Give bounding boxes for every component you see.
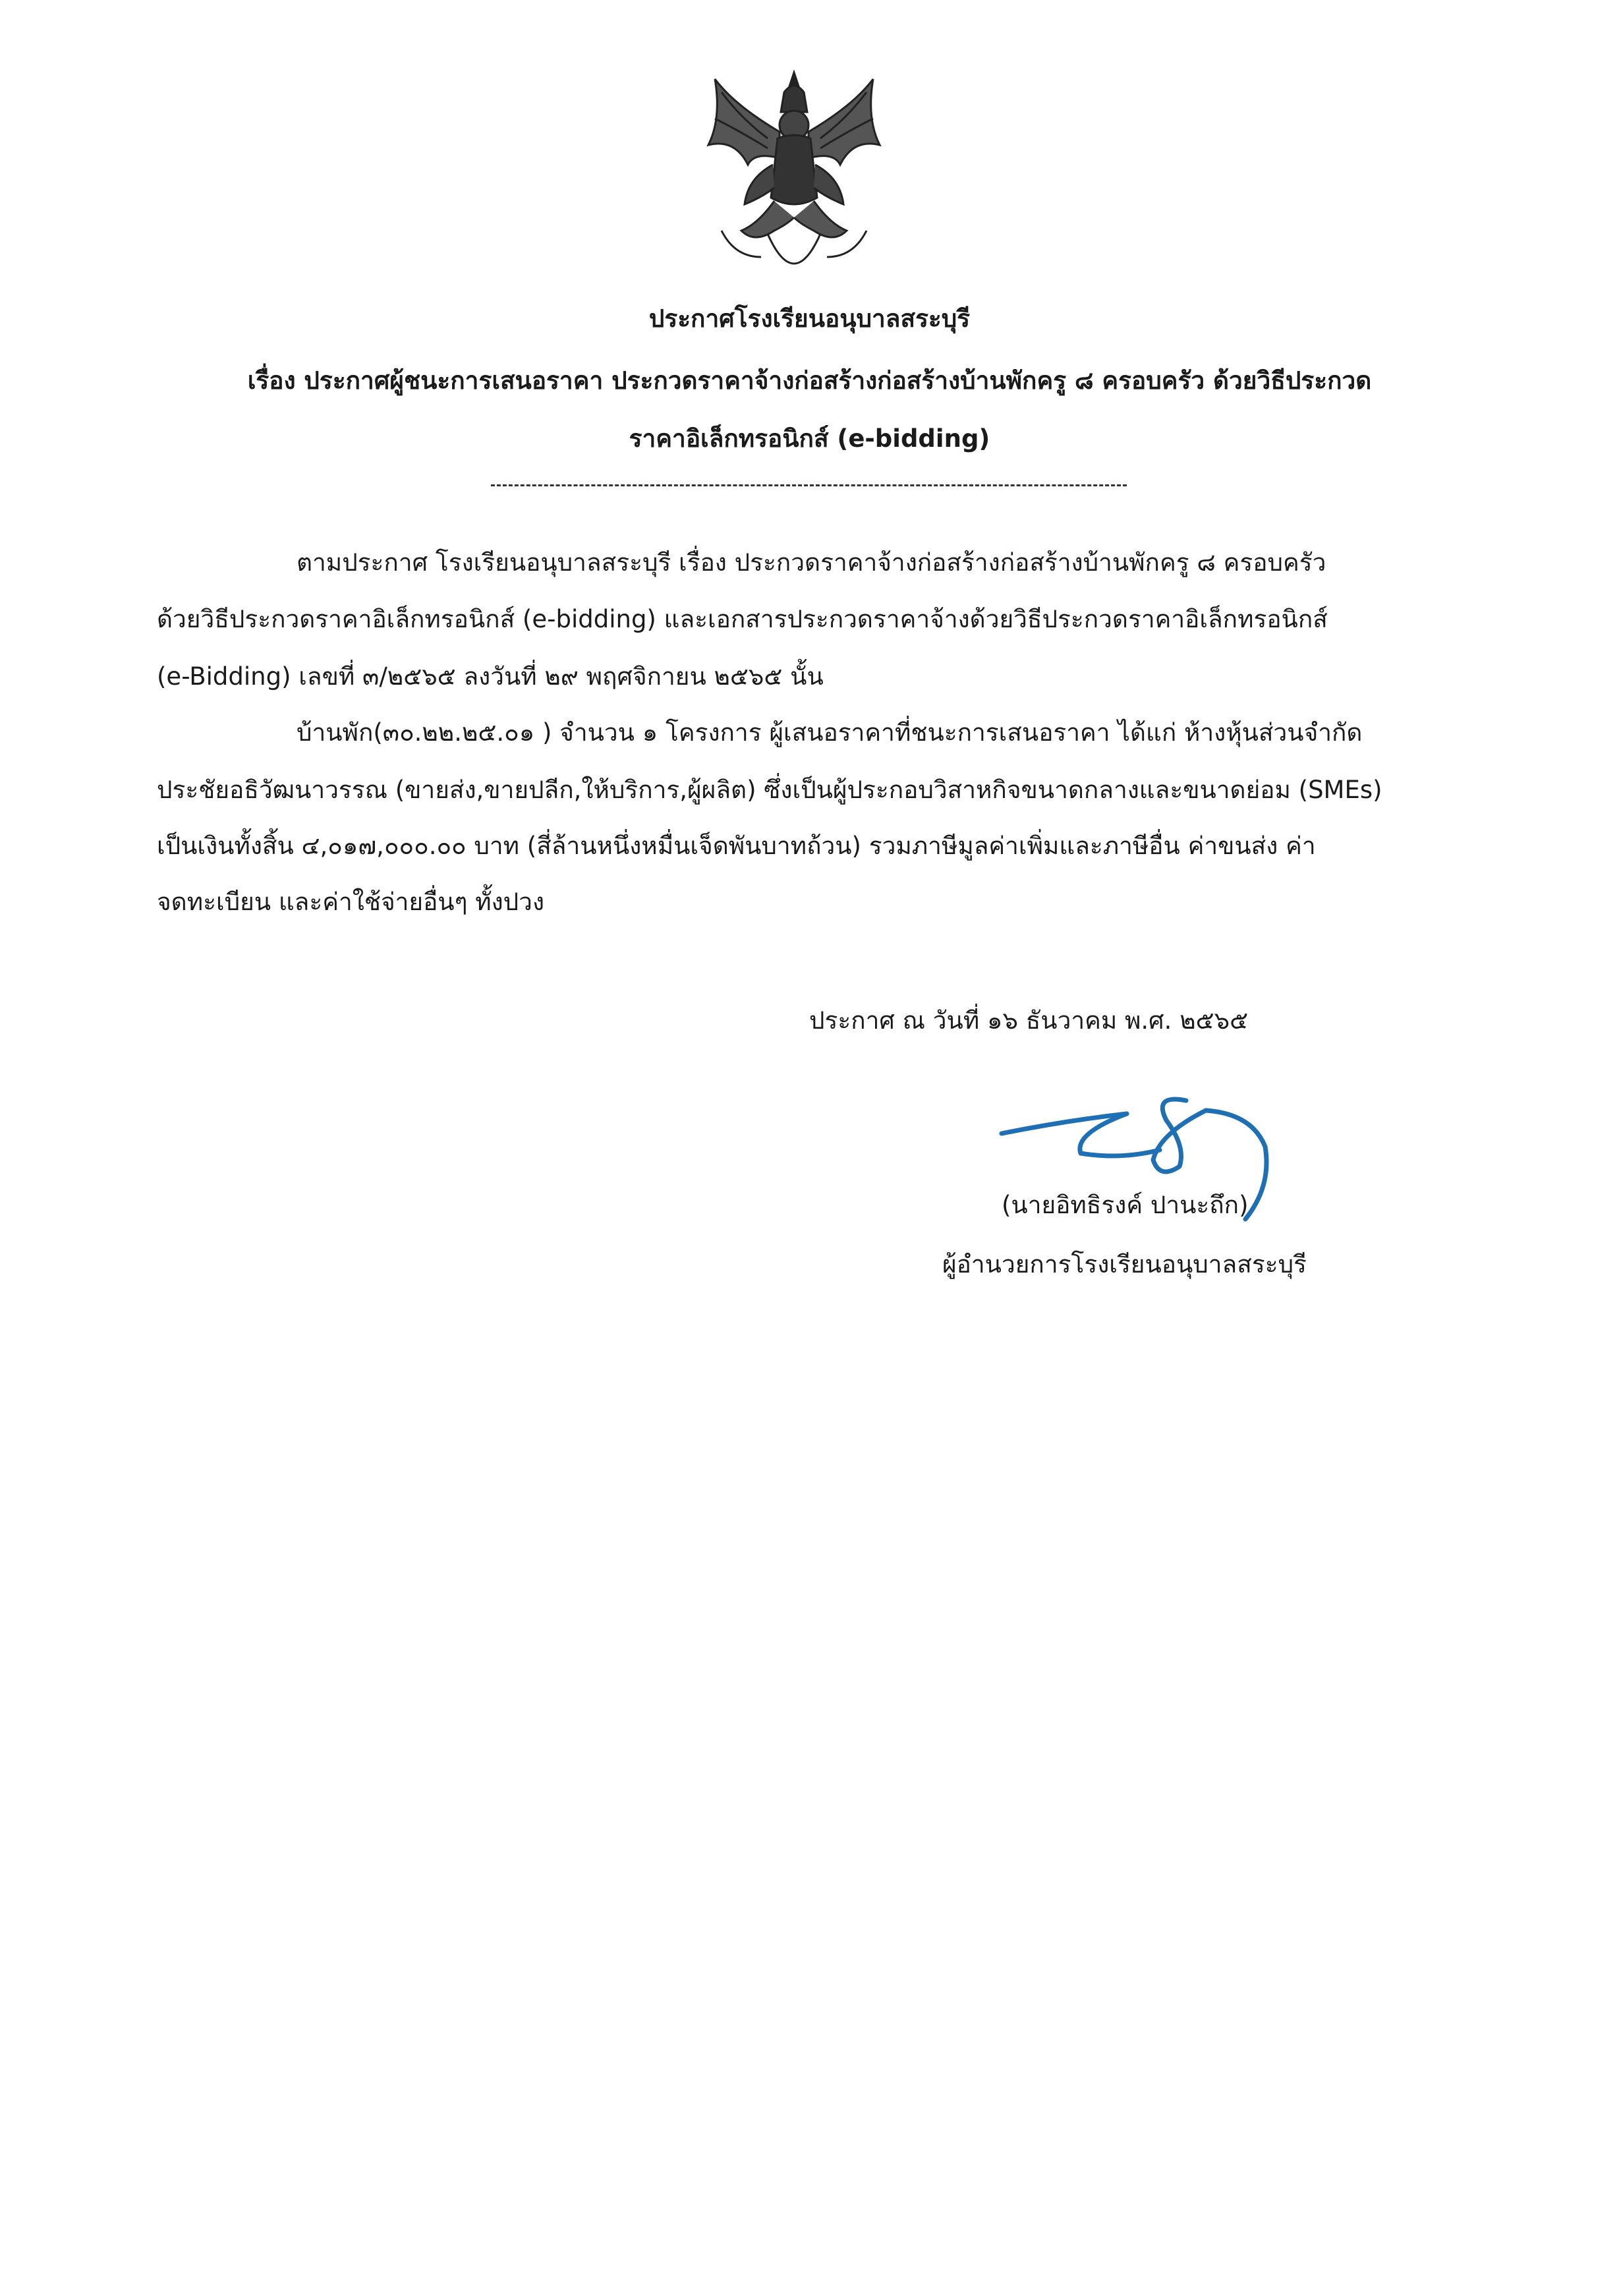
garuda-emblem-icon <box>695 66 893 297</box>
announcement-subject-cont: ราคาอิเล็กทรอนิกส์ (e-bidding) <box>629 424 990 453</box>
paragraph-2-line-3: เป็นเงินทั้งสิ้น ๔,๐๑๗,๐๐๐.๐๐ บาท (สี่ล้านหนึ่งหมื่นเจ็ดพันบาทถ้วน) รวมภาษีมูลค่าเพิ่มและภาษีอื่น ค่าขนส่ง ค่า <box>157 832 1316 860</box>
signer-name: (นายอิทธิรงค์ ปานะถึก) <box>1002 1191 1249 1219</box>
announcement-date: ประกาศ ณ วันที่ ๑๖ ธันวาคม พ.ศ. ๒๕๖๕ <box>809 1006 1249 1035</box>
paragraph-2-line-1: บ้านพัก(๓๐.๒๒.๒๕.๐๑ ) จำนวน ๑ โครงการ ผู้เสนอราคาที่ชนะการเสนอราคา ได้แก่ ห้างหุ้นส่วนจำกัด <box>297 718 1363 747</box>
paragraph-1-line-2: ด้วยวิธีประกวดราคาอิเล็กทรอนิกส์ (e-bidding) และเอกสารประกวดราคาจ้างด้วยวิธีประกวดราคาอิเล็กทรอนิกส์ <box>157 605 1328 633</box>
paragraph-2-line-4: จดทะเบียน และค่าใช้จ่ายอื่นๆ ทั้งปวง <box>157 888 545 916</box>
signer-title: ผู้อำนวยการโรงเรียนอนุบาลสระบุรี <box>942 1250 1307 1278</box>
paragraph-1-line-1: ตามประกาศ โรงเรียนอนุบาลสระบุรี เรื่อง ประกวดราคาจ้างก่อสร้างก่อสร้างบ้านพักครู ๘ ครอบครัว <box>297 548 1326 577</box>
paragraph-1-line-3: (e-Bidding) เลขที่ ๓/๒๕๖๕ ลงวันที่ ๒๙ พฤศจิกายน ๒๕๖๕ นั้น <box>157 662 824 691</box>
announcement-subject: เรื่อง ประกาศผู้ชนะการเสนอราคา ประกวดราคาจ้างก่อสร้างก่อสร้างบ้านพักครู ๘ ครอบครัว ด้วยวิธีประกวด <box>247 366 1372 395</box>
announcement-title: ประกาศโรงเรียนอนุบาลสระบุรี <box>648 304 971 333</box>
dashed-divider <box>491 484 1127 486</box>
paragraph-2-line-2: ประชัยอธิวัฒนาวรรณ (ขายส่ง,ขายปลีก,ให้บริการ,ผู้ผลิต) ซึ่งเป็นผู้ประกอบวิสาหกิจขนาดกลางและขนาดย่อม (SMEs) <box>157 776 1382 804</box>
